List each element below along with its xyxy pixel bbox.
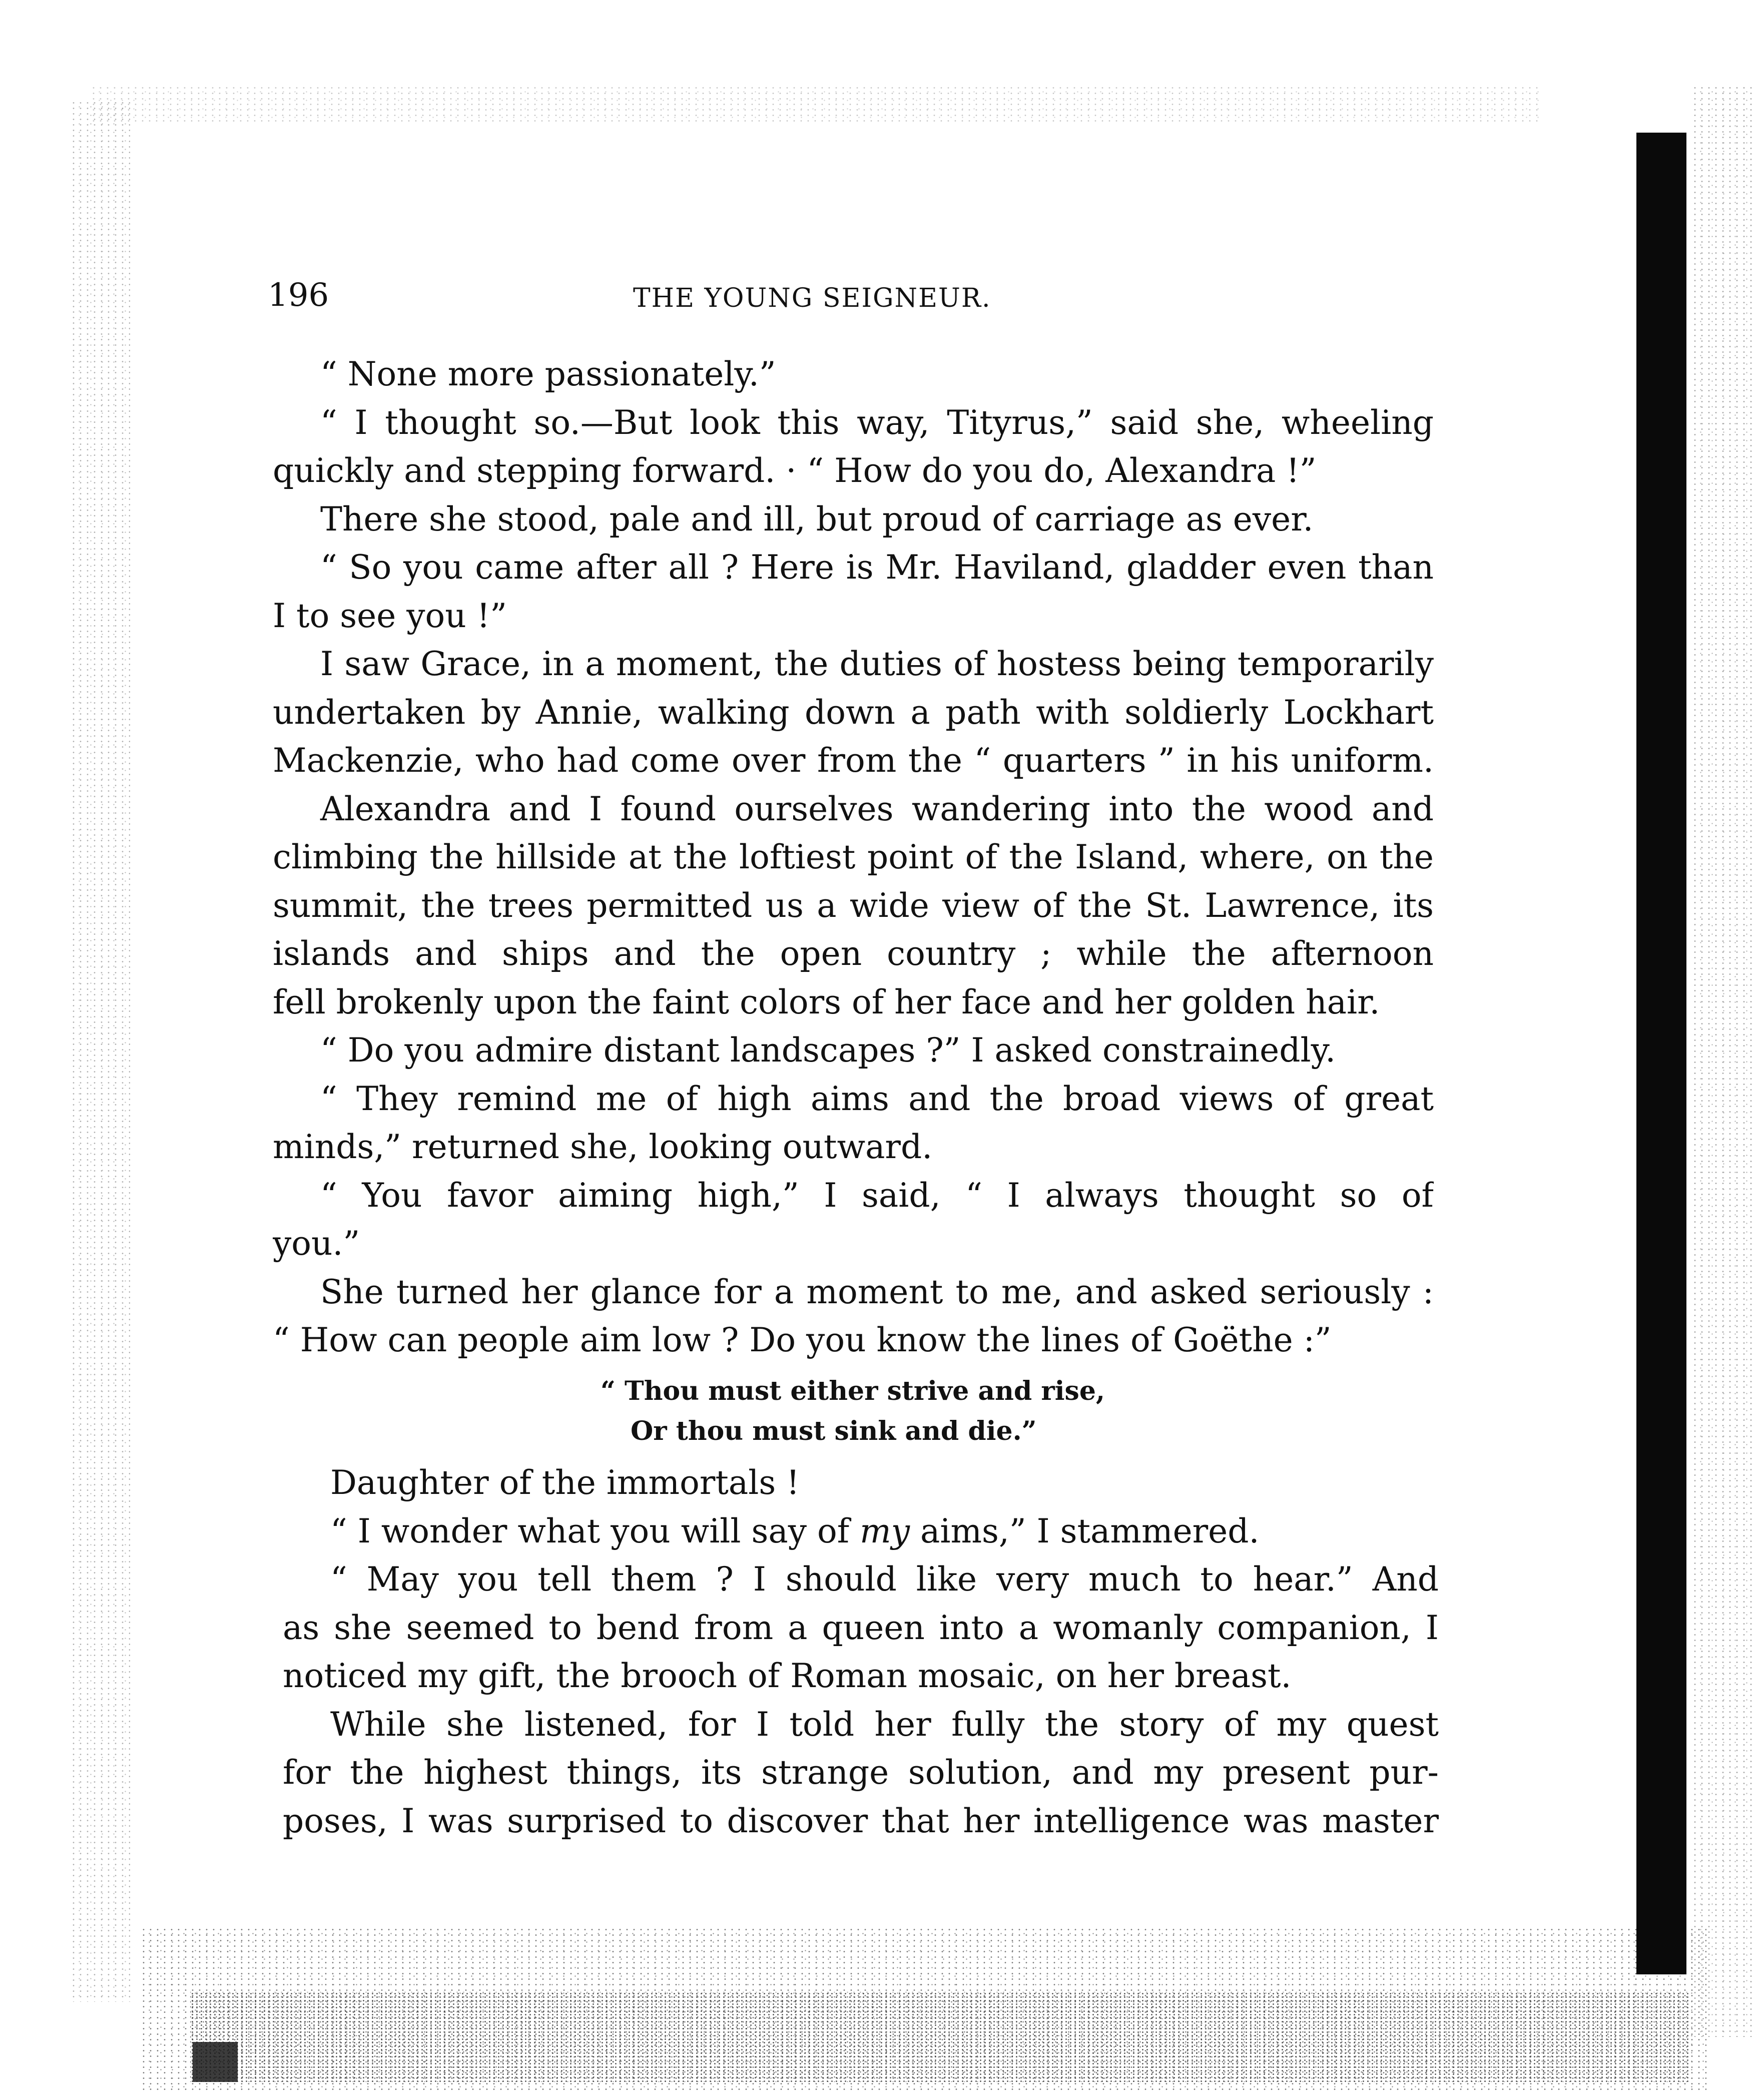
page-header: [268, 273, 1444, 318]
scan-noise-right: [1691, 85, 1756, 2037]
text-line: Mackenzie, who had come over from the “ quarters ” in his uniform.: [273, 741, 1434, 780]
binding-shadow: [1636, 133, 1686, 1974]
text-line: islands and ships and the open country ; while the afternoon: [273, 934, 1434, 973]
body-text-continued: [283, 1459, 1439, 1845]
text-line: “ May you tell them ? I should like very much to hear.” And: [330, 1560, 1439, 1599]
text-line: undertaken by Annie, walking down a path with soldierly Lockhart: [273, 693, 1434, 732]
text-fragment: aims,” I stammered.: [910, 1511, 1260, 1550]
text-line: “ So you came after all ? Here is Mr. Haviland, gladder even than: [320, 548, 1434, 587]
body-text: [273, 350, 1434, 1365]
text-line: minds,” returned she, looking outward.: [273, 1128, 933, 1166]
text-line: There she stood, pale and ill, but proud of carriage as ever.: [320, 499, 1314, 539]
text-fragment: “ I wonder what you will say of: [330, 1511, 860, 1550]
text-line: “ They remind me of high aims and the broad views of great: [320, 1079, 1434, 1118]
verse-line: “ Thou must either strive and rise,: [601, 1376, 1105, 1406]
text-line: noticed my gift, the brooch of Roman mosaic, on her breast.: [283, 1657, 1292, 1695]
text-line: While she listened, for I told her fully the story of my quest: [330, 1705, 1439, 1744]
verse-quotation: [601, 1371, 1105, 1451]
emphasis-text: my: [860, 1511, 910, 1550]
text-line: Alexandra and I found ourselves wandering into the wood and: [320, 789, 1434, 828]
scan-corner-mark: [193, 2042, 238, 2082]
text-line: for the highest things, its strange solution, and my present pur-: [283, 1753, 1439, 1792]
scan-noise-top: [90, 85, 1541, 125]
text-line: quickly and stepping forward. · “ How do you do, Alexandra !”: [273, 451, 1317, 490]
text-line: you.”: [273, 1224, 360, 1263]
scan-noise-left: [70, 100, 130, 2002]
text-line: Daughter of the immortals !: [330, 1463, 800, 1502]
verse-line: Or thou must sink and die.”: [631, 1416, 1037, 1446]
text-line: fell brokenly upon the faint colors of her face and her golden hair.: [273, 982, 1380, 1021]
text-line: as she seemed to bend from a queen into a womanly companion, I: [283, 1608, 1439, 1647]
running-head: THE YOUNG SEIGNEUR.: [633, 283, 991, 313]
text-line: summit, the trees permitted us a wide view of the St. Lawrence, its: [273, 886, 1434, 925]
scan-noise-bottom-dense: [190, 1992, 1691, 2082]
text-line: “ I thought so.—But look this way, Tityrus,” said she, wheeling: [320, 403, 1434, 442]
text-line: She turned her glance for a moment to me, and asked seriously :: [320, 1272, 1434, 1311]
page-number: 196: [268, 277, 329, 314]
text-line: I to see you !”: [273, 596, 507, 635]
text-line: [283, 1507, 1439, 1556]
text-line: “ How can people aim low ? Do you know the lines of Goëthe :”: [273, 1321, 1332, 1359]
text-line: climbing the hillside at the loftiest point of the Island, where, on the: [273, 838, 1434, 876]
text-line: “ You favor aiming high,” I said, “ I always thought so of: [320, 1176, 1434, 1215]
text-line: “ None more passionately.”: [320, 355, 776, 393]
text-line: poses, I was surprised to discover that her intelligence was master: [283, 1801, 1439, 1840]
text-line: “ Do you admire distant landscapes ?” I asked constrainedly.: [320, 1031, 1336, 1070]
text-line: I saw Grace, in a moment, the duties of hostess being temporarily: [320, 645, 1434, 683]
